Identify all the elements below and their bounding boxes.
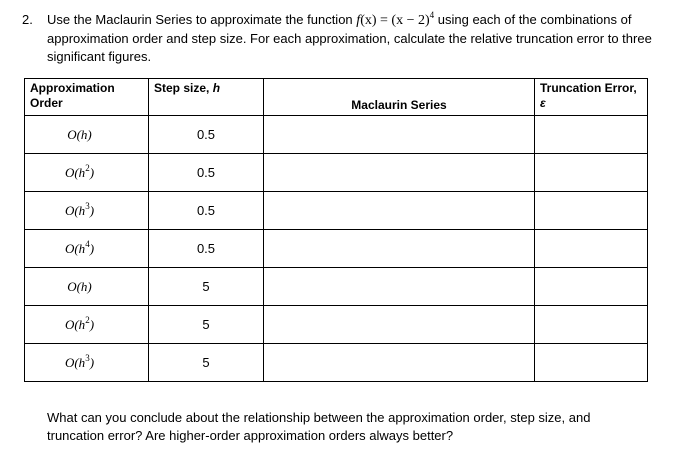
order-cell (25, 154, 149, 192)
order-close-paren: ) (89, 202, 95, 218)
maclaurin-series-cell[interactable] (264, 306, 535, 344)
order-exponent: 3 (85, 200, 90, 211)
maclaurin-series-cell[interactable] (264, 344, 535, 382)
function-exponent: 4 (429, 10, 435, 20)
header-step-size (149, 79, 264, 116)
header-series-label: Maclaurin Series (351, 98, 447, 112)
truncation-error-cell[interactable] (535, 154, 648, 192)
step-size-cell: 0.5 (149, 154, 264, 192)
step-size-cell: 0.5 (149, 230, 264, 268)
order-close-paren: ) (89, 316, 95, 332)
header-error-label: Truncation Error, (540, 81, 637, 95)
order-base: O(h) (67, 126, 92, 142)
maclaurin-series-cell[interactable] (264, 154, 535, 192)
truncation-error-cell[interactable] (535, 344, 648, 382)
order-cell (25, 268, 149, 306)
order-close-paren: ) (89, 164, 95, 180)
maclaurin-series-cell[interactable] (264, 192, 535, 230)
table-body (25, 116, 648, 382)
step-size-cell: 5 (149, 344, 264, 382)
maclaurin-series-cell[interactable] (264, 116, 535, 154)
table-row (25, 344, 648, 382)
step-size-cell: 5 (149, 268, 264, 306)
truncation-error-cell[interactable] (535, 306, 648, 344)
order-expression (64, 352, 95, 371)
maclaurin-series-cell[interactable] (264, 230, 535, 268)
order-close-paren: ) (89, 240, 95, 256)
order-exponent: 4 (85, 238, 90, 249)
order-exponent: 2 (85, 314, 90, 325)
order-expression (67, 127, 92, 143)
order-base: O(h (64, 354, 86, 370)
step-size-cell: 0.5 (149, 192, 264, 230)
truncation-error-cell[interactable] (535, 268, 648, 306)
order-close-paren: ) (89, 354, 95, 370)
problem-number: 2. (22, 12, 33, 27)
order-exponent: 2 (85, 162, 90, 173)
step-size-cell: 0.5 (149, 116, 264, 154)
function-body: = (x − 2) (376, 13, 430, 28)
order-base: O(h (64, 316, 86, 332)
function-name: f (356, 13, 361, 28)
table-row (25, 268, 648, 306)
table-row (25, 154, 648, 192)
order-expression (64, 314, 95, 333)
problem-intro: Use the Maclaurin Series to approximate the function (47, 12, 353, 27)
truncation-error-cell[interactable] (535, 192, 648, 230)
order-cell (25, 230, 149, 268)
function-arg: (x) (360, 13, 377, 28)
table-row (25, 192, 648, 230)
order-expression (64, 162, 95, 181)
order-exponent: 3 (85, 352, 90, 363)
order-base: O(h (64, 164, 86, 180)
order-expression (64, 200, 95, 219)
order-cell (25, 116, 149, 154)
order-cell (25, 344, 149, 382)
table-header-row (25, 79, 648, 116)
problem-rest: using each of the combinations of approximation order and step size. For each approximation, calculate the relative truncation error to three significant figures. (47, 12, 652, 64)
header-step-symbol: h (212, 81, 221, 95)
order-expression (64, 238, 95, 257)
table-row (25, 306, 648, 344)
truncation-error-cell[interactable] (535, 230, 648, 268)
order-base: O(h (64, 240, 86, 256)
step-size-cell: 5 (149, 306, 264, 344)
header-approximation-order: Approximation Order (25, 79, 149, 116)
order-base: O(h) (67, 278, 92, 294)
table-row (25, 230, 648, 268)
table-row (25, 116, 648, 154)
order-base: O(h (64, 202, 86, 218)
function-expression (356, 10, 435, 28)
header-step-label: Step size, (154, 81, 213, 95)
order-expression (67, 279, 92, 295)
header-error-symbol: ε (540, 96, 546, 110)
approximation-table (24, 78, 648, 382)
order-cell (25, 306, 149, 344)
header-maclaurin-series (264, 79, 535, 116)
header-truncation-error (535, 79, 648, 116)
order-cell (25, 192, 149, 230)
problem-statement (22, 11, 672, 66)
problem-text (47, 11, 672, 66)
maclaurin-series-cell[interactable] (264, 268, 535, 306)
truncation-error-cell[interactable] (535, 116, 648, 154)
conclusion-question: What can you conclude about the relationship between the approximation order, step size, and truncation error? Are higher-order approximation orders always better? (47, 410, 591, 443)
